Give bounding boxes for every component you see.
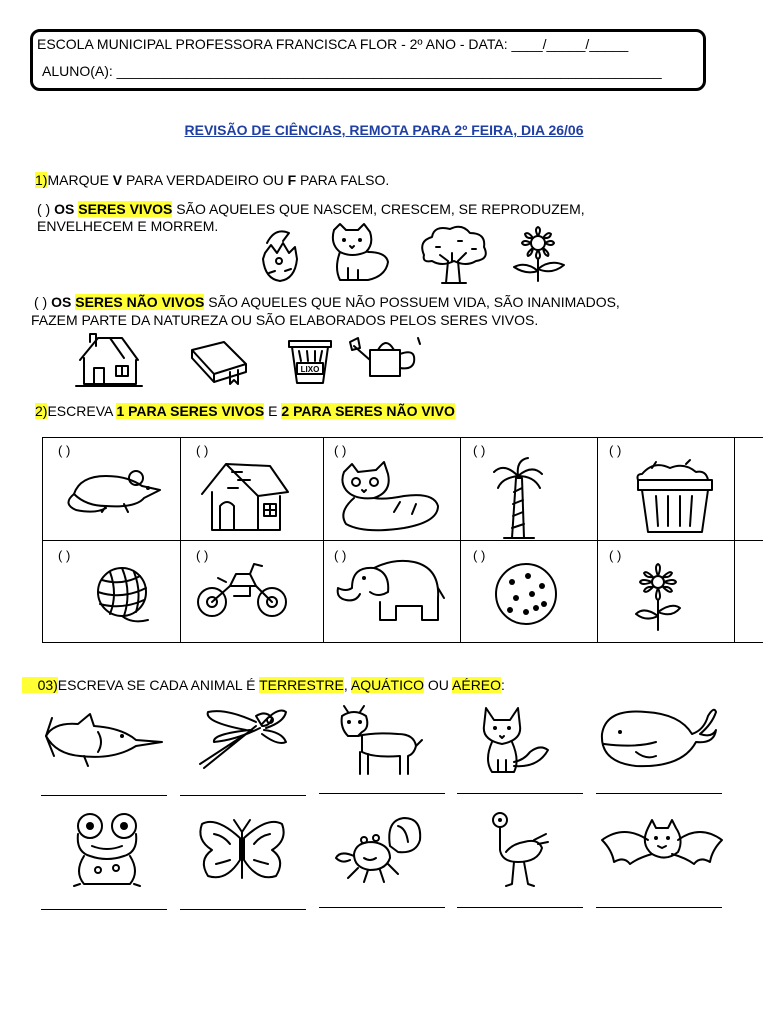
q2-text: ESCREVA [47, 403, 117, 419]
q2-answer-box-6[interactable]: ( ) [58, 548, 71, 563]
q2-answer-box-2[interactable]: ( ) [196, 443, 209, 458]
watering-can-icon [350, 334, 422, 382]
butterfly-icon [196, 816, 288, 884]
q1-item2-highlight: SERES NÃO VIVOS [75, 294, 205, 310]
answer-line-1[interactable] [41, 795, 167, 796]
house-sketch-icon [74, 334, 144, 388]
q2-answer-box-3[interactable]: ( ) [334, 443, 347, 458]
kitten-icon [328, 222, 394, 284]
q2-highlight-1: 1 PARA SERES VIVOS [116, 403, 265, 419]
q2-text-b: E [264, 403, 282, 419]
goat-icon [334, 706, 424, 776]
answer-line-6[interactable] [41, 909, 167, 910]
q3-sep: , [343, 677, 351, 693]
dragonfly-icon [186, 708, 290, 772]
palm-tree-icon [494, 458, 544, 540]
flower-icon [630, 564, 686, 632]
crab-icon [332, 814, 424, 886]
trash-basket-icon [287, 337, 333, 387]
q1-item1 [37, 201, 585, 217]
q1-text-c: PARA FALSO. [296, 172, 390, 188]
q2-answer-box-7[interactable]: ( ) [196, 548, 209, 563]
q1-prompt [35, 172, 389, 188]
answer-line-5[interactable] [596, 793, 722, 794]
q1-v: V [112, 172, 123, 188]
fox-icon [478, 704, 554, 776]
q2-answer-box-10[interactable]: ( ) [609, 548, 622, 563]
q1-f: F [287, 172, 297, 188]
q2-answer-box-8[interactable]: ( ) [334, 548, 347, 563]
q1-item2-os: OS [51, 294, 72, 310]
q3-number: 03) [22, 677, 58, 693]
bat-icon [600, 820, 724, 880]
q2-answer-box-4[interactable]: ( ) [473, 443, 486, 458]
answer-line-9[interactable] [457, 907, 583, 908]
fish-icon [44, 712, 164, 768]
trash-can-icon [634, 460, 716, 536]
q2-answer-box-5[interactable]: ( ) [609, 443, 622, 458]
house-icon [198, 460, 292, 536]
yarn-ball-icon [92, 564, 152, 628]
answer-line-4[interactable] [457, 793, 583, 794]
q2-prompt [35, 403, 455, 419]
header-line-student: ALUNO(A): ______________________________________________________________________ [42, 63, 662, 79]
q3-aquatico: AQUÁTICO [350, 677, 424, 693]
hatching-egg-icon [255, 225, 305, 285]
q3-terrestre: TERRESTRE [259, 677, 344, 693]
q1-item1-rest: SÃO AQUELES QUE NASCEM, CRESCEM, SE REPRODUZEM, [172, 201, 585, 217]
header-line-school: ESCOLA MUNICIPAL PROFESSORA FRANCISCA FLOR - 2º ANO - DATA: ____/_____/_____ [37, 36, 629, 52]
q1-item1-line2: ENVELHECEM E MORREM. [37, 218, 219, 234]
ostrich-icon [488, 812, 550, 888]
motorcycle-icon [194, 564, 290, 620]
answer-line-10[interactable] [596, 907, 722, 908]
q1-item1-highlight: SERES VIVOS [78, 201, 173, 217]
q1-item2-answer-box[interactable]: ( ) [34, 294, 48, 310]
q1-text: MARQUE [47, 172, 113, 188]
whale-icon [596, 704, 718, 772]
trash-label: LIXO [300, 365, 320, 374]
answer-line-3[interactable] [319, 793, 445, 794]
sunflower-icon [508, 227, 568, 283]
cat-icon [334, 462, 444, 534]
q1-item1-os: OS [54, 201, 75, 217]
q3-prompt [22, 677, 505, 693]
frog-icon [70, 812, 144, 888]
q1-item2-rest: SÃO AQUELES QUE NÃO POSSUEM VIDA, SÃO INANIMADOS, [204, 294, 620, 310]
book-icon [188, 340, 250, 384]
q2-answer-box-9[interactable]: ( ) [473, 548, 486, 563]
answer-line-7[interactable] [180, 909, 306, 910]
page-title: REVISÃO DE CIÊNCIAS, REMOTA PARA 2º FEIRA, DIA 26/06 [184, 122, 584, 138]
answer-line-8[interactable] [319, 907, 445, 908]
mouse-icon [66, 470, 164, 514]
q1-number: 1) [35, 172, 48, 188]
q3-aereo: AÉREO [452, 677, 502, 693]
tree-icon [418, 225, 490, 285]
elephant-icon [334, 558, 446, 628]
cookie-icon [494, 562, 558, 626]
q2-answer-box-1[interactable]: ( ) [58, 443, 71, 458]
answer-line-2[interactable] [180, 795, 306, 796]
q2-highlight-2: 2 PARA SERES NÃO VIVO [281, 403, 455, 419]
q1-text-b: PARA VERDADEIRO OU [122, 172, 288, 188]
q1-item2-line2: FAZEM PARTE DA NATUREZA OU SÃO ELABORADOS PELOS SERES VIVOS. [31, 312, 539, 328]
q3-text: ESCREVA SE CADA ANIMAL É [57, 677, 260, 693]
q3-ou: OU [424, 677, 453, 693]
q1-item2 [34, 294, 620, 310]
q1-item1-answer-box[interactable]: ( ) [37, 201, 51, 217]
q3-colon: : [501, 677, 505, 693]
q2-number: 2) [35, 403, 48, 419]
